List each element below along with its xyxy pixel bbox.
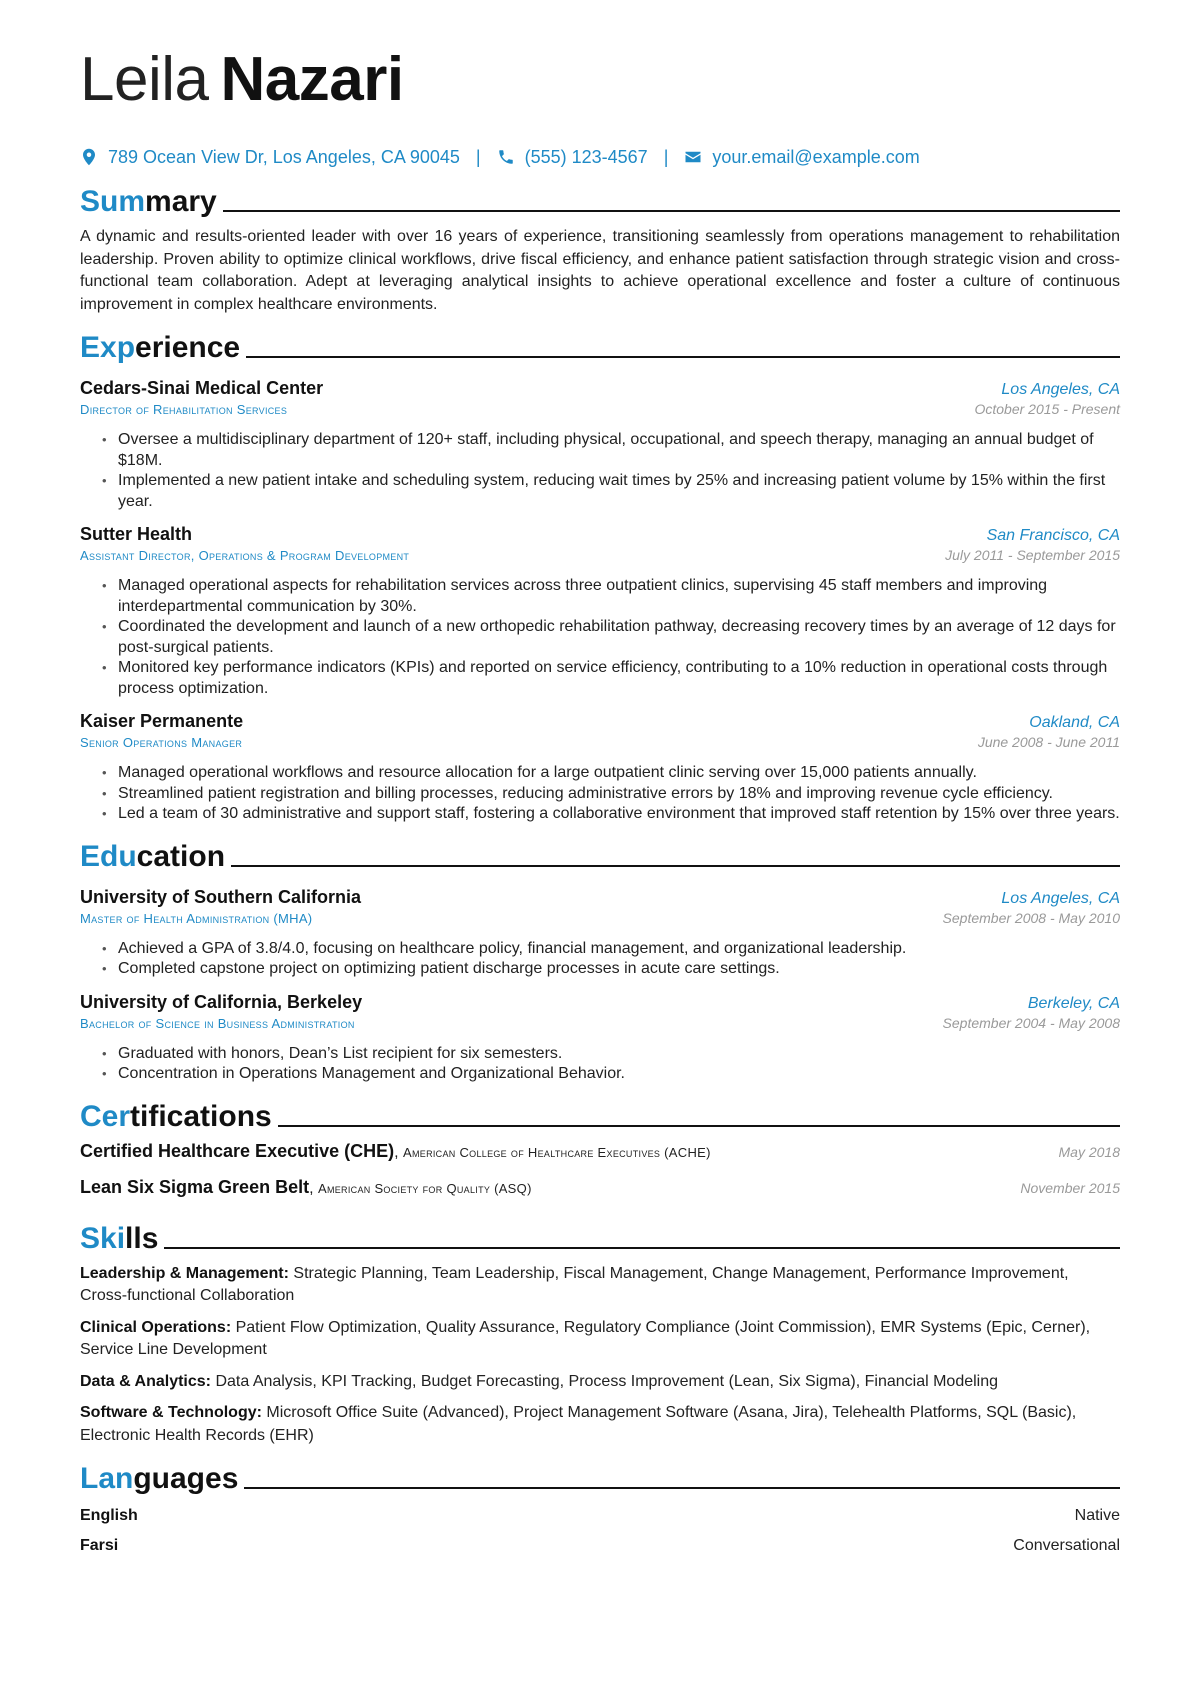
section-rule <box>223 210 1120 212</box>
entry-dates: September 2008 - May 2010 <box>942 909 1120 926</box>
certification-date: November 2015 <box>1020 1179 1120 1196</box>
job-title: Senior Operations Manager <box>80 735 243 750</box>
summary-section <box>80 180 1120 316</box>
bullet-list <box>80 576 1120 699</box>
certification-issuer: American Society for Quality (ASQ) <box>317 1180 532 1196</box>
bullet-item: • Oversee a multidisciplinary department of 120+ staff, including physical, occupational, and speech therapy, managing an annual budget of $18M. <box>118 430 1120 471</box>
entry-location: Los Angeles, CA <box>1001 381 1120 398</box>
bullet-item: • Achieved a GPA of 3.8/4.0, focusing on healthcare policy, financial management, and organizational leadership. <box>118 939 1120 960</box>
entry-dates: October 2015 - Present <box>974 401 1120 417</box>
skill-group <box>80 1263 1120 1308</box>
experience-section <box>80 326 1120 825</box>
resume-page <box>80 40 1120 1557</box>
certification-item: Certified Healthcare Executive (CHE), American College of Healthcare Executives (ACHE) May 2018 <box>80 1140 1120 1161</box>
bullet-item: • Monitored key performance indicators (KPIs) and reported on service efficiency, contributing to a 10% reduction in operational costs through process optimization. <box>118 658 1120 699</box>
employer-name: Kaiser Permanente <box>80 711 244 731</box>
bullet-list <box>80 430 1120 512</box>
section-rule <box>278 1125 1120 1127</box>
skills-section <box>80 1217 1120 1448</box>
bullet-item: • Managed operational aspects for rehabilitation services across three outpatient clinics, supervising 45 staff members and improving interdepartmental communication by 30%. <box>118 576 1120 617</box>
experience-entry <box>80 376 1120 512</box>
email-text: your.email@example.com <box>712 146 920 167</box>
map-marker-icon <box>80 148 98 166</box>
employer-name: Cedars-Sinai Medical Center <box>80 378 324 398</box>
certifications-section <box>80 1095 1120 1207</box>
section-header <box>80 180 1120 220</box>
bullet-item: • Implemented a new patient intake and scheduling system, reducing wait times by 25% and increasing patient volume by 15% within the first year. <box>118 471 1120 512</box>
contact-email[interactable] <box>684 147 919 168</box>
certification-name: Certified Healthcare Executive (CHE) <box>80 1140 395 1161</box>
language-item <box>80 1505 1120 1527</box>
section-title: Education <box>80 839 226 873</box>
skill-group <box>80 1371 1120 1394</box>
skill-list: Data Analysis, KPI Tracking, Budget Forecasting, Process Improvement (Lean, Six Sigma), Financial Modeling <box>215 1372 999 1390</box>
contact-separator: | <box>663 146 669 167</box>
bullet-item: • Graduated with honors, Dean’s List recipient for six semesters. <box>118 1044 1120 1065</box>
summary-text: A dynamic and results-oriented leader with over 16 years of experience, transitioning seamlessly from operations management to rehabilitation leadership. Proven ability to optimize clinical workflows, drive fiscal efficiency, and enhance patient satisfaction through strategic vision and cross-functional team collaboration. Adept at leveraging analytical insights to achieve operational excellence and foster a culture of continuous improvement in complex healthcare environments. <box>80 228 1120 313</box>
degree-title: Bachelor of Science in Business Administration <box>80 1015 355 1031</box>
section-header <box>80 835 1120 875</box>
section-rule <box>231 865 1120 867</box>
bullet-list <box>80 1044 1120 1085</box>
section-title: Skills <box>80 1221 159 1255</box>
entry-location: Berkeley, CA <box>1027 994 1120 1012</box>
skill-category: Software & Technology: <box>80 1404 262 1421</box>
skill-category: Data & Analytics: <box>80 1372 211 1390</box>
job-title: Director of Rehabilitation Services <box>80 402 288 417</box>
section-title: Summary <box>80 185 217 218</box>
school-name: University of Southern California <box>80 886 362 907</box>
envelope-icon <box>684 148 702 166</box>
entry-dates: July 2011 - September 2015 <box>945 547 1120 563</box>
bullet-item: • Managed operational workflows and resource allocation for a large outpatient clinic serving over 15,000 patients annually. <box>118 763 1120 784</box>
school-name: University of California, Berkeley <box>80 991 363 1012</box>
candidate-name <box>80 40 1120 120</box>
contact-address <box>80 147 460 168</box>
section-title: Experience <box>80 331 241 364</box>
degree-title: Master of Health Administration (MHA) <box>80 910 313 926</box>
bullet-item: • Completed capstone project on optimizing patient discharge processes in acute care settings. <box>118 959 1120 980</box>
section-header <box>80 1457 1120 1497</box>
entry-location: Los Angeles, CA <box>1001 889 1120 907</box>
entry-dates: June 2008 - June 2011 <box>977 734 1120 750</box>
skill-category: Leadership & Management: <box>80 1264 289 1282</box>
contact-phone[interactable] <box>497 147 648 168</box>
phone-text: (555) 123-4567 <box>524 146 648 167</box>
bullet-item: • Coordinated the development and launch of a new orthopedic rehabilitation pathway, decreasing recovery times by an average of 12 days for post-surgical patients. <box>118 617 1120 658</box>
section-rule <box>246 356 1120 358</box>
address-text: 789 Ocean View Dr, Los Angeles, CA 90045 <box>108 146 460 167</box>
skill-group <box>80 1317 1120 1362</box>
last-name: Nazari <box>220 45 404 114</box>
bullet-item: • Concentration in Operations Management and Organizational Behavior. <box>118 1064 1120 1085</box>
skill-list: Microsoft Office Suite (Advanced), Project Management Software (Asana, Jira), Telehealth Platforms, SQL (Basic), Electronic Health Records (EHR) <box>80 1404 1077 1444</box>
section-title: Certifications <box>80 1099 272 1133</box>
skill-category: Clinical Operations: <box>80 1318 232 1336</box>
section-header <box>80 326 1120 366</box>
language-name: English <box>80 1507 138 1524</box>
entry-location: Oakland, CA <box>1029 714 1120 731</box>
certification-issuer: American College of Healthcare Executives (ACHE) <box>403 1144 711 1160</box>
languages-section <box>80 1457 1120 1557</box>
section-rule <box>164 1247 1120 1249</box>
contact-separator: | <box>475 146 481 167</box>
contact-bar <box>80 144 1120 170</box>
language-item <box>80 1535 1120 1557</box>
section-rule <box>244 1487 1120 1489</box>
section-header <box>80 1217 1120 1257</box>
employer-name: Sutter Health <box>80 524 193 544</box>
bullet-item: • Led a team of 30 administrative and support staff, fostering a collaborative environment that improved staff retention by 15% over three years. <box>118 804 1120 825</box>
certification-name: Lean Six Sigma Green Belt <box>80 1176 310 1197</box>
bullet-list <box>80 763 1120 825</box>
skill-group <box>80 1402 1120 1447</box>
bullet-list <box>80 939 1120 980</box>
certification-date: May 2018 <box>1058 1143 1120 1160</box>
language-level: Conversational <box>1013 1537 1120 1554</box>
section-header <box>80 1095 1120 1135</box>
first-name: Leila <box>80 45 209 114</box>
experience-entry <box>80 709 1120 825</box>
phone-icon <box>497 148 515 166</box>
experience-entry <box>80 522 1120 699</box>
language-name: Farsi <box>80 1537 119 1554</box>
job-title: Assistant Director, Operations & Program Development <box>80 548 410 563</box>
education-entry <box>80 885 1120 980</box>
skill-list: Patient Flow Optimization, Quality Assurance, Regulatory Compliance (Joint Commission), EMR Systems (Epic, Cerner), Service Line Development <box>80 1318 1091 1358</box>
certification-item: Lean Six Sigma Green Belt, American Society for Quality (ASQ) November 2015 <box>80 1176 1120 1197</box>
entry-location: San Francisco, CA <box>986 527 1120 544</box>
education-section <box>80 835 1120 1085</box>
bullet-item: • Streamlined patient registration and billing processes, reducing administrative errors by 18% and improving revenue cycle efficiency. <box>118 784 1120 805</box>
section-title: Languages <box>80 1462 239 1495</box>
skill-list: Strategic Planning, Team Leadership, Fiscal Management, Change Management, Performance Improvement, Cross-functional Collaboration <box>80 1264 1069 1304</box>
language-level: Native <box>1074 1507 1120 1524</box>
entry-dates: September 2004 - May 2008 <box>942 1014 1120 1031</box>
education-entry <box>80 990 1120 1085</box>
